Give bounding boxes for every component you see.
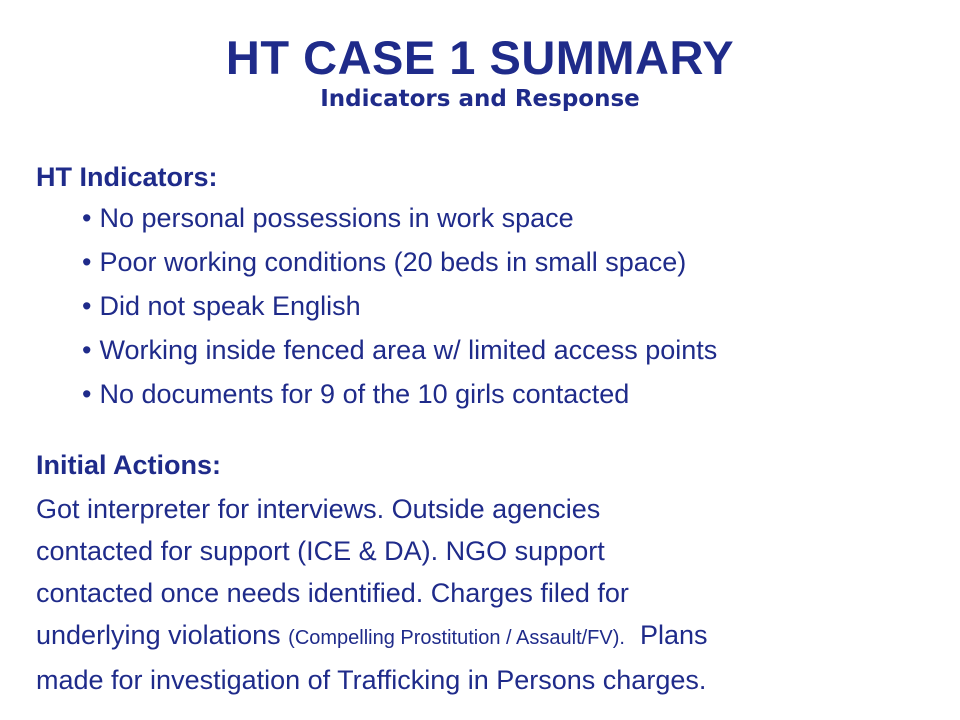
indicators-heading: HT Indicators:: [36, 162, 218, 192]
paragraph-line: contacted for support (ICE & DA). NGO support: [36, 536, 605, 566]
actions-paragraph: [36, 488, 936, 701]
paragraph-line: made for investigation of Trafficking in Persons charges.: [36, 665, 707, 695]
list-item: [82, 196, 717, 240]
slide-title: HT CASE 1 SUMMARY: [225, 31, 735, 84]
paragraph-line: contacted once needs identified. Charges filed for: [36, 578, 629, 608]
paragraph-line: [36, 614, 936, 659]
paragraph-line: Got interpreter for interviews. Outside agencies: [36, 494, 601, 524]
list-item-text: Poor working conditions (20 beds in small space): [99, 247, 687, 277]
bullet-icon: •: [82, 335, 92, 365]
bullet-icon: •: [82, 379, 92, 409]
list-item-text: Working inside fenced area w/ limited access points: [99, 335, 718, 365]
list-item: [82, 372, 717, 416]
slide-subtitle: Indicators and Response: [320, 86, 640, 112]
paragraph-line-lead: underlying violations: [36, 620, 289, 650]
actions-heading: Initial Actions:: [36, 450, 222, 480]
charges-parenthetical: (Compelling Prostitution / Assault/FV).: [288, 627, 625, 649]
list-item: [82, 284, 717, 328]
list-item-text: No personal possessions in work space: [99, 203, 574, 233]
list-item: [82, 240, 717, 284]
list-item-text: Did not speak English: [99, 291, 361, 321]
indicators-list: [82, 196, 717, 416]
list-item: [82, 328, 717, 372]
bullet-icon: •: [82, 203, 92, 233]
bullet-icon: •: [82, 247, 92, 277]
paragraph-line-tail: Plans: [624, 620, 708, 650]
list-item-text: No documents for 9 of the 10 girls contacted: [99, 379, 630, 409]
bullet-icon: •: [82, 291, 92, 321]
